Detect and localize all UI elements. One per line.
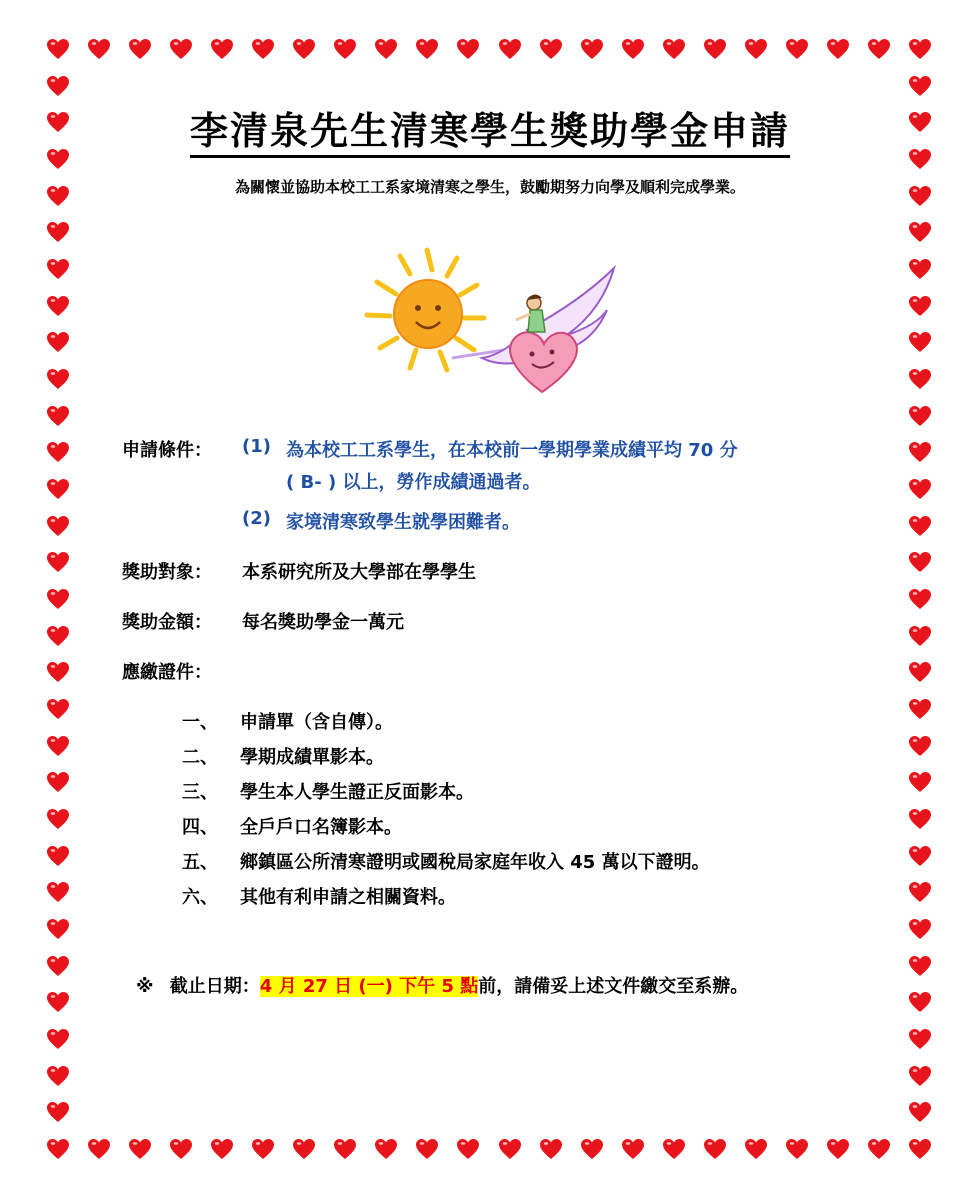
heart-icon [744,38,768,60]
document-number: 四、 [182,817,218,838]
heart-icon [415,38,439,60]
heart-icon [128,1138,152,1160]
heart-icon [456,38,480,60]
heart-icon [908,331,932,353]
deadline-instructions: 前，請備妥上述文件繳交至系辦。 [478,976,749,997]
heart-icon [374,38,398,60]
heart-icon [251,1138,275,1160]
heart-icon [46,625,70,647]
heart-icon [908,75,932,97]
heart-icon [908,1028,932,1050]
heart-icon [580,1138,604,1160]
heart-icon [46,295,70,317]
heart-icon [46,881,70,903]
amount-value: 每名獎助學金一萬元 [242,612,404,633]
heart-icon [46,735,70,757]
heart-icon [908,661,932,683]
reference-mark: ※ [136,976,154,997]
heart-icon [46,661,70,683]
heart-icon [662,1138,686,1160]
heart-icon [46,918,70,940]
document-number: 六、 [182,887,218,908]
document-item: 全戶戶口名簿影本。 [240,817,402,838]
conditions-label: 申請條件： [122,440,212,461]
heart-icon [580,38,604,60]
heart-icon [498,38,522,60]
heart-icon [46,588,70,610]
heart-icon [46,368,70,390]
heart-icon [46,955,70,977]
heart-icon [908,551,932,573]
target-value: 本系研究所及大學部在學學生 [242,562,476,583]
heart-icon [46,1101,70,1123]
deadline-line [136,972,748,998]
heart-icon [374,1138,398,1160]
condition-1-number: (1) [242,436,271,457]
heart-icon [908,955,932,977]
document-number: 二、 [182,747,218,768]
heart-icon [251,38,275,60]
heart-icon [210,1138,234,1160]
heart-icon [908,735,932,757]
document-item: 學期成績單影本。 [240,747,384,768]
heart-icon [662,38,686,60]
title-text: 李清泉先生清寒學生獎助學金申請 [190,109,790,158]
heart-icon [908,698,932,720]
deadline-label: 截止日期： [169,976,260,997]
heart-icon [87,38,111,60]
heart-icon [908,478,932,500]
heart-icon [292,38,316,60]
heart-icon [908,405,932,427]
heart-icon [908,1065,932,1087]
heart-icon [333,1138,357,1160]
heart-icon [908,918,932,940]
heart-icon [867,1138,891,1160]
document-number: 一、 [182,712,218,733]
heart-icon [46,845,70,867]
heart-icon [867,38,891,60]
heart-icon [46,991,70,1013]
heart-icon [46,258,70,280]
heart-icon [703,1138,727,1160]
heart-icon [46,515,70,537]
document-item: 學生本人學生證正反面影本。 [240,782,474,803]
heart-icon [908,881,932,903]
heart-icon [908,991,932,1013]
page-title [0,100,980,155]
heart-icon [908,515,932,537]
heart-icon [415,1138,439,1160]
heart-icon [456,1138,480,1160]
heart-icon [908,771,932,793]
document-number: 三、 [182,782,218,803]
heart-icon [169,1138,193,1160]
heart-icon [785,1138,809,1160]
document-item: 其他有利申請之相關資料。 [240,887,456,908]
heart-icon [46,405,70,427]
heart-icon [908,38,932,60]
heart-icon [169,38,193,60]
heart-icon [785,38,809,60]
heart-icon [703,38,727,60]
heart-icon [908,221,932,243]
condition-1-line-2: ( B- ) 以上，勞作成績通過者。 [286,472,541,493]
heart-icon [46,38,70,60]
heart-icon [46,441,70,463]
heart-icon [128,38,152,60]
heart-icon [826,38,850,60]
heart-icon [46,808,70,830]
heart-icon [46,331,70,353]
target-label: 獎助對象： [122,562,212,583]
heart-icon [46,221,70,243]
heart-icon [46,478,70,500]
subtitle: 為關懷並協助本校工工系家境清寒之學生，鼓勵期努力向學及順利完成學業。 [234,178,745,196]
sun-heart-illustration [352,240,622,400]
heart-icon [292,1138,316,1160]
heart-icon [46,771,70,793]
heart-icon [498,1138,522,1160]
heart-icon [46,75,70,97]
heart-icon [908,845,932,867]
heart-icon [46,698,70,720]
heart-icon [744,1138,768,1160]
condition-1-line-1: 為本校工工系學生，在本校前一學期學業成績平均 70 分 [286,440,738,461]
heart-icon [621,38,645,60]
heart-icon [87,1138,111,1160]
heart-icon [46,1138,70,1160]
heart-icon [908,295,932,317]
heart-icon [539,1138,563,1160]
heart-icon [46,551,70,573]
heart-icon [908,1138,932,1160]
document-item: 鄉鎮區公所清寒證明或國稅局家庭年收入 45 萬以下證明。 [240,852,710,873]
documents-label: 應繳證件： [122,662,212,683]
heart-icon [908,258,932,280]
heart-icon [908,1101,932,1123]
condition-2-number: (2) [242,508,271,529]
heart-icon [908,368,932,390]
heart-icon [908,441,932,463]
document-item: 申請單（含自傳）。 [240,712,393,733]
heart-icon [621,1138,645,1160]
heart-icon [46,1065,70,1087]
deadline-date-highlight: 4 月 27 日 (一) 下午 5 點 [259,976,479,997]
heart-icon [210,38,234,60]
document-number: 五、 [182,852,218,873]
condition-2-text: 家境清寒致學生就學困難者。 [286,512,520,533]
heart-icon [908,808,932,830]
heart-icon [908,625,932,647]
heart-icon [826,1138,850,1160]
heart-icon [333,38,357,60]
amount-label: 獎助金額： [122,612,212,633]
heart-icon [46,1028,70,1050]
heart-icon [908,588,932,610]
heart-icon [539,38,563,60]
